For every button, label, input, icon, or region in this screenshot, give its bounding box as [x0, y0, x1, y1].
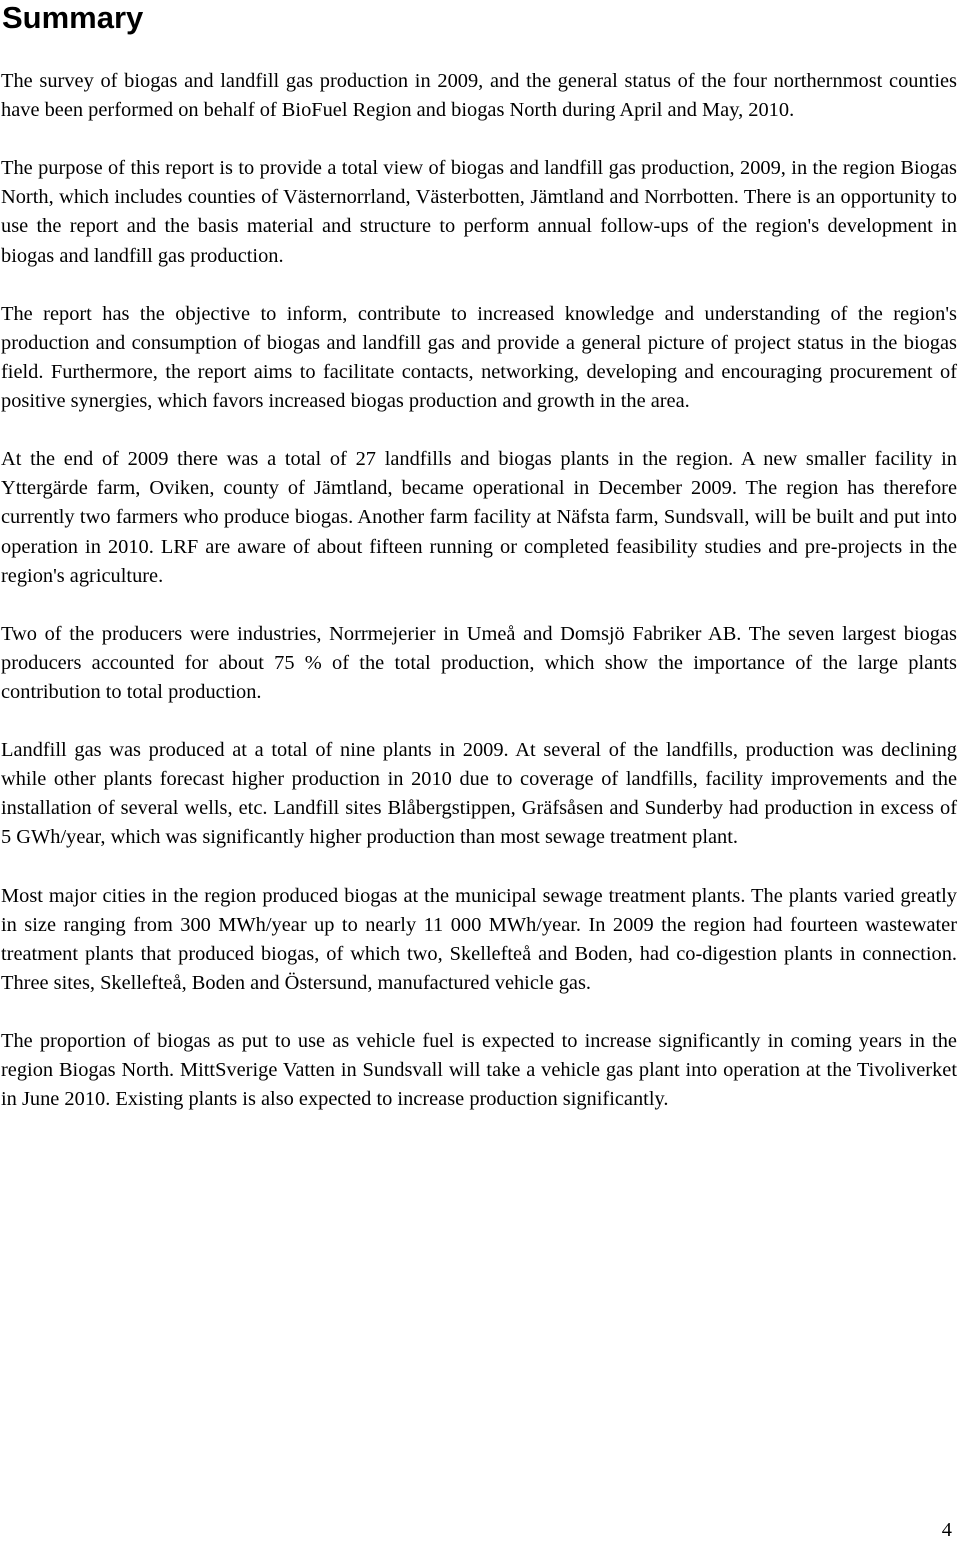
paragraph: Two of the producers were industries, Norrmejerier in Umeå and Domsjö Fabriker AB. The seven largest biogas producers accounted for about 75 % of the total production, which show the importance of the large plants contribution to total production. — [1, 622, 957, 703]
paragraph: The report has the objective to inform, contribute to increased knowledge and understanding of the region's production and consumption of biogas and landfill gas and provide a general picture of project status in the biogas field. Furthermore, the report aims to facilitate contacts, networking, developing and encouraging procurement of positive synergies, which favors increased biogas production and growth in the area. — [1, 302, 957, 413]
paragraph: The survey of biogas and landfill gas production in 2009, and the general status of the four northernmost counties have been performed on behalf of BioFuel Region and biogas North during April and May, 2010. — [1, 70, 957, 122]
page-number: 4 — [941, 1519, 952, 1541]
paragraph: The purpose of this report is to provide a total view of biogas and landfill gas production, 2009, in the region Biogas North, which includes counties of Västernorrland, Västerbotten, Jämtland and Norrbotten. There is an opportunity to use the report and the basis material and structure to perform annual follow-ups of the region's development in biogas and landfill gas production. — [1, 157, 957, 267]
page-title: Summary — [2, 0, 144, 35]
paragraph: The proportion of biogas as put to use as vehicle fuel is expected to increase significantly in coming years in the region Biogas North. MittSverige Vatten in Sundsvall will take a vehicle gas plant into operation at the Tivoliverket in June 2010. Existing plants is also expected to increase production significantly. — [1, 1030, 957, 1111]
paragraph: Most major cities in the region produced biogas at the municipal sewage treatment plants. The plants varied greatly in size ranging from 300 MWh/year up to nearly 11 000 MWh/year. In 2009 the region had fourteen wastewater treatment plants that produced biogas, of which two, Skellefteå and Boden, had co-digestion plants in connection. Three sites, Skellefteå, Boden and Östersund, manufactured vehicle gas. — [1, 884, 957, 994]
paragraph: At the end of 2009 there was a total of 27 landfills and biogas plants in the region. A new smaller facility in Yttergärde farm, Oviken, county of Jämtland, became operational in December 2009. The region has therefore currently two farmers who produce biogas. Another farm facility at Näfsta farm, Sundsvall, will be built and put into operation in 2010. LRF are aware of about fifteen running or completed feasibility studies and pre-projects in the region's agriculture. — [1, 448, 957, 587]
summary-body — [1, 67, 957, 1143]
paragraph: Landfill gas was produced at a total of nine plants in 2009. At several of the landfills, production was declining while other plants forecast higher production in 2010 due to coverage of landfills, facility improvements and the installation of several wells, etc. Landfill sites Blåbergstippen, Gräfsåsen and Sunderby had production in excess of 5 GWh/year, which was significantly higher production than most sewage treatment plant. — [1, 739, 957, 849]
